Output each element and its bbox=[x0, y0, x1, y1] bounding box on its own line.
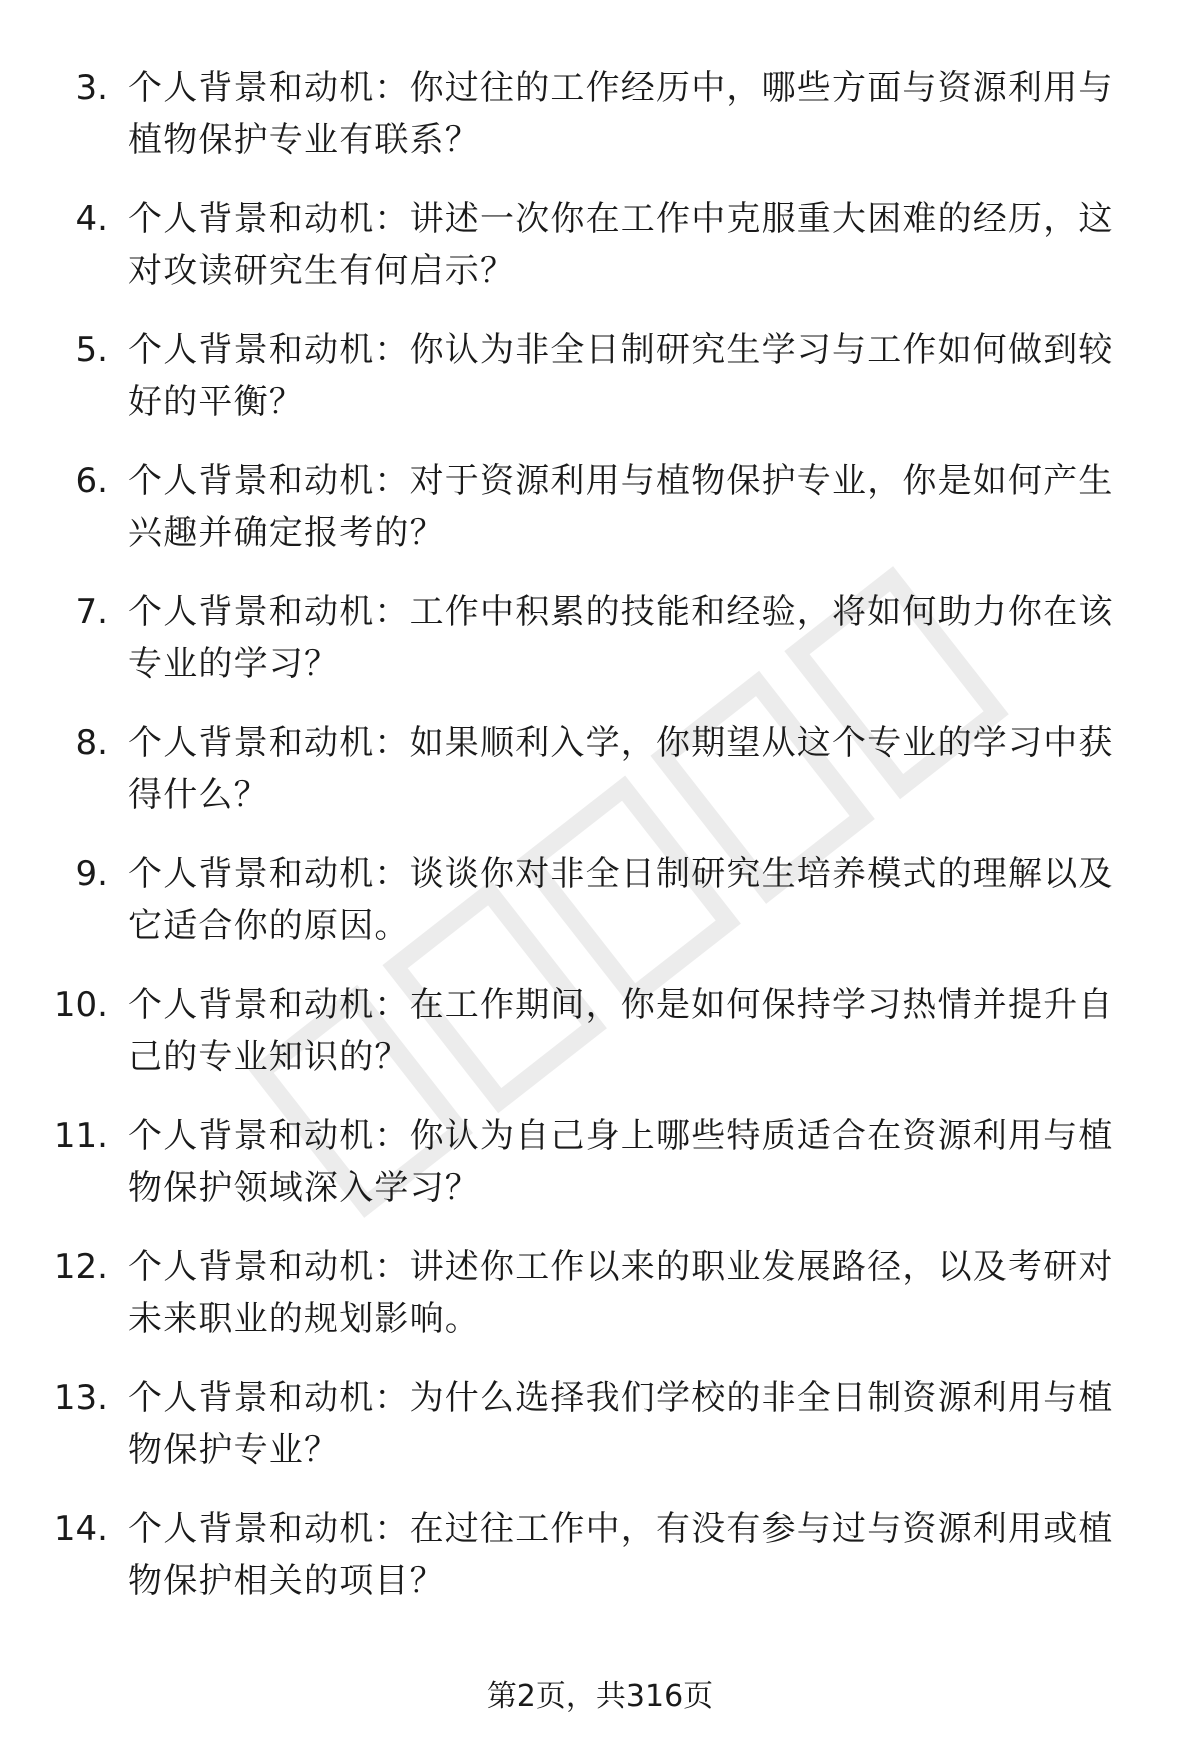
question-text: 个人背景和动机：你认为非全日制研究生学习与工作如何做到较好的平衡？ bbox=[128, 330, 1114, 422]
list-item bbox=[0, 1503, 1200, 1634]
list-item bbox=[0, 62, 1200, 193]
list-item bbox=[0, 324, 1200, 455]
question-number: 3. bbox=[75, 68, 108, 108]
question-text: 个人背景和动机：你认为自己身上哪些特质适合在资源利用与植物保护领域深入学习？ bbox=[128, 1116, 1114, 1208]
list-item bbox=[0, 979, 1200, 1110]
list-item bbox=[0, 1241, 1200, 1372]
question-text: 个人背景和动机：讲述你工作以来的职业发展路径，以及考研对未来职业的规划影响。 bbox=[128, 1247, 1114, 1339]
question-number: 7. bbox=[75, 592, 108, 632]
question-text: 个人背景和动机：你过往的工作经历中，哪些方面与资源利用与植物保护专业有联系？ bbox=[128, 68, 1114, 160]
question-number: 9. bbox=[75, 854, 108, 894]
list-item bbox=[0, 1372, 1200, 1503]
question-number: 10. bbox=[53, 985, 108, 1025]
list-item bbox=[0, 1110, 1200, 1241]
page-number: 第2页，共316页 bbox=[486, 1679, 714, 1714]
question-number: 5. bbox=[75, 330, 108, 370]
question-number: 12. bbox=[53, 1247, 108, 1287]
list-item bbox=[0, 848, 1200, 979]
list-item bbox=[0, 717, 1200, 848]
list-item bbox=[0, 455, 1200, 586]
question-number: 14. bbox=[53, 1509, 108, 1549]
question-text: 个人背景和动机：谈谈你对非全日制研究生培养模式的理解以及它适合你的原因。 bbox=[128, 854, 1114, 946]
question-text: 个人背景和动机：工作中积累的技能和经验，将如何助力你在该专业的学习？ bbox=[128, 592, 1114, 684]
question-number: 11. bbox=[53, 1116, 108, 1156]
question-number: 6. bbox=[75, 461, 108, 501]
list-item bbox=[0, 586, 1200, 717]
question-number: 8. bbox=[75, 723, 108, 763]
list-item bbox=[0, 193, 1200, 324]
question-text: 个人背景和动机：为什么选择我们学校的非全日制资源利用与植物保护专业？ bbox=[128, 1378, 1114, 1470]
question-text: 个人背景和动机：讲述一次你在工作中克服重大困难的经历，这对攻读研究生有何启示？ bbox=[128, 199, 1114, 291]
question-number: 4. bbox=[75, 199, 108, 239]
question-list bbox=[0, 62, 1200, 1634]
question-text: 个人背景和动机：在过往工作中，有没有参与过与资源利用或植物保护相关的项目？ bbox=[128, 1509, 1114, 1601]
question-text: 个人背景和动机：如果顺利入学，你期望从这个专业的学习中获得什么？ bbox=[128, 723, 1114, 815]
question-text: 个人背景和动机：在工作期间，你是如何保持学习热情并提升自己的专业知识的？ bbox=[128, 985, 1114, 1077]
question-text: 个人背景和动机：对于资源利用与植物保护专业，你是如何产生兴趣并确定报考的？ bbox=[128, 461, 1114, 553]
question-number: 13. bbox=[53, 1378, 108, 1418]
